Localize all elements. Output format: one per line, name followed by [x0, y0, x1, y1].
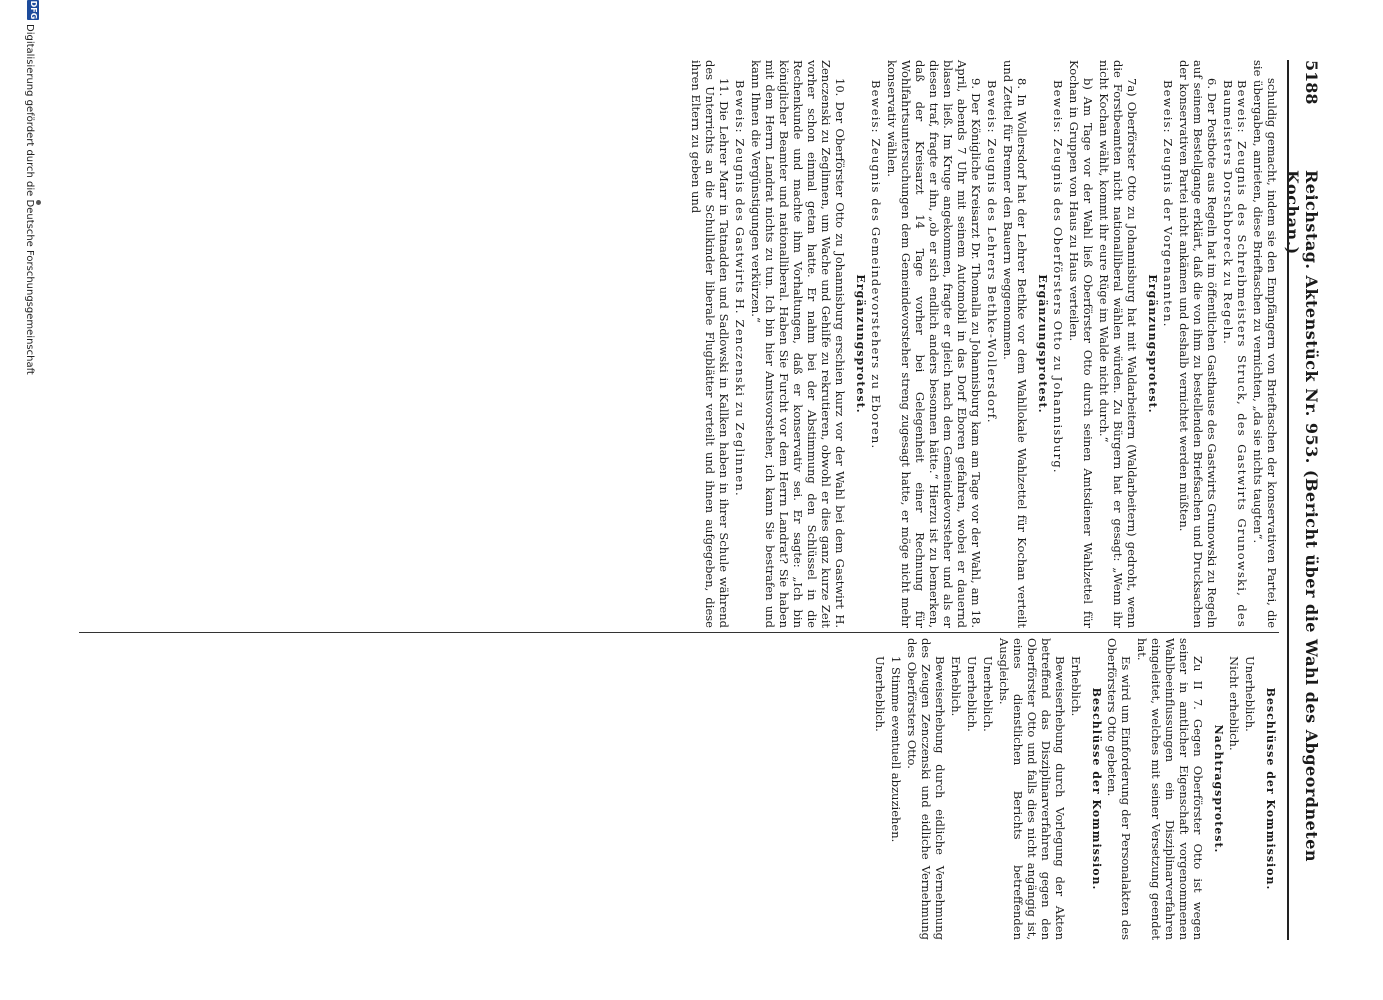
section-heading: Ergänzungsprotest.	[1036, 274, 1049, 414]
protest-paragraph: schuldig gemacht, indem sie den Empfängern von Brieftaschen der konservativen Partei, die sie übergaben, anrieten, diese Brieftaschen zu vernichten, „da sie nichts taugten“.	[1251, 60, 1279, 628]
right-column-heading: Beschlüsse der Kommission.	[1264, 687, 1277, 891]
protest-paragraph: 6. Der Postbote aus Regeln hat im öffentlichen Gasthause des Gastwirts Grunowski zu Regeln auf seinem Bestellgange erklärt, daß die von ihm zu bestellenden Briefsachen und Drucksachen der konservativen Partei nicht ankämen und deshalb vernichtet werden müßten.	[1177, 60, 1219, 628]
evidence-line: Beweis: Zeugnis des Schreibmeisters Struck, des Gastwirts Grunowski, des Baumeisters Dorschboreck zu Regeln.	[1221, 80, 1249, 628]
protest-paragraph: 8. In Wollersdorf hat der Lehrer Bethke vor dem Wahllokale Wahlzettel für Kochan verteilt und Zettel für Brenner den Bauern weggenommen.	[1001, 60, 1029, 628]
evidence-line: Beweis: Zeugnis des Gastwirts H. Zenczenski zu Zeglinnen.	[733, 80, 747, 497]
right-column-body	[873, 638, 1257, 940]
right-column-commission-decisions	[79, 638, 1279, 940]
evidence-line: Beweis: Zeugnis des Lehrers Bethke-Wollersdorf.	[985, 80, 999, 424]
digitization-footer	[19, 0, 39, 1000]
column-divider	[79, 632, 1279, 633]
page-header	[1283, 60, 1325, 940]
evidence-line: Beweis: Zeugnis der Vorgenannten.	[1161, 80, 1175, 328]
commission-decision: Nicht erheblich.	[1227, 656, 1241, 751]
header-rule	[1287, 60, 1289, 940]
protest-paragraph: 7a) Oberförster Otto zu Johannisburg hat mit Waldarbeitern (Waldarbeitern) gedroht, wenn die Forstbeamten nicht nationalliberal wählen würden. Zu Bürgern hat er gesagt: „Wenn ihr nicht Kochan wählt, kommt ihr eure Rüge im Walde nicht durch.“	[1097, 60, 1139, 628]
commission-decision: Unerheblich.	[981, 656, 995, 732]
evidence-line: Beweis: Zeugnis des Gemeindevorstehers zu Eboren.	[869, 80, 883, 450]
protest-paragraph: 10. Der Oberförster Otto zu Johannisburg erschien kurz vor der Wahl bei dem Gastwirt H. Zenczenski zu Zeglinnen, um Wache und Gehilfe zu rekrutieren, obwohl er dies ganz kurze Zeit vorher schon einmal getan hatte. Er nahm bei der Abstimmung den Schlüssel in die Rechenkunde und machte ihm Vorhaltungen, daß er konservativ sei. Er sagte: „Ich bin königlicher Beamter und nationalliberal. Haben Sie Furcht vor dem Herrn Landrat? Sie haben mit dem Herrn Landrat nichts zu tun. Ich bin hier Amtsvorsteher, ich kann Sie bestrafen und kann Ihnen die Vergünstigungen verkürzen.“	[749, 60, 847, 628]
digitization-note: Digitalisierung gefördert durch die Deutsche Forschungsgemeinschaft	[24, 24, 35, 375]
right-section-heading: Beschlüsse der Kommission.	[1090, 687, 1103, 891]
commission-decision: Erheblich.	[1069, 656, 1083, 717]
commission-decision: Beweiserhebung durch eidliche Vernehmung des Zeugen Zenczenski und eidliche Vernehmung des Oberförsters Otto.	[905, 638, 947, 940]
page-content	[55, 60, 1325, 940]
commission-decision: 1 Stimme eventuell abzuziehen.	[889, 656, 903, 843]
commission-decision: Beweiserhebung durch Vorlegung der Akten betreffend das Disziplinarverfahren gegen den Oberförster Otto und falls dies nicht angängig ist, eines dienstlichen Berichts betreffenden Ausgleichs.	[997, 638, 1067, 940]
commission-decision: Es wird um Einforderung der Personalakten des Oberförsters Otto gebeten.	[1105, 638, 1133, 940]
dfg-logo: DFG	[29, 0, 38, 20]
section-heading: Ergänzungsprotest.	[1146, 274, 1159, 414]
left-column-protest-text	[79, 60, 1279, 628]
text-columns	[79, 60, 1279, 940]
commission-decision: Erheblich.	[949, 656, 963, 717]
evidence-line: Beweis: Zeugnis des Oberförsters Otto zu Johannisburg.	[1051, 80, 1065, 474]
commission-decision: Unerheblich.	[965, 656, 979, 732]
page-number: 5188	[1302, 60, 1321, 105]
commission-decision: Unerheblich.	[1243, 656, 1257, 732]
commission-decision: Zu II 7. Gegen Oberförster Otto ist wegen seiner in amtlicher Eigenschaft vorgenommenen Wahlbeeinflussungen ein Disziplinarverfahren eingeleitet, welches mit seiner Versetzung geendet hat.	[1135, 638, 1205, 940]
protest-paragraph: 11. Die Lehrer Marr in Tatnadden und Sadlowski in Kallken haben in ihrer Schule während des Unterrichts an die Schulkinder liberale Flugblätter verteilt und ihnen aufgegeben, diese ihren Eltern zu geben und	[689, 60, 731, 628]
commission-decision: Unerheblich.	[873, 656, 887, 732]
section-heading: Ergänzungsprotest.	[854, 274, 867, 414]
right-section-heading: Nachtragsprotest.	[1212, 724, 1225, 854]
protest-paragraph: b) Am Tage vor der Wahl ließ Oberförster Otto durch seinen Amtsdiener Wahlzettel für Kochan in Gruppen von Haus zu Haus verteilen.	[1067, 60, 1095, 628]
protest-paragraph: 9. Der Königliche Kreisarzt Dr. Thomalla zu Johannisburg kam am Tage vor der Wahl, am 18. April, abends 7 Uhr mit seinem Automobil in das Dorf Eboren gefahren, wobei er dauernd blasen ließ. Im Kruge angekommen, fragte er gleich nach dem Gemeindevorsteher und als er diesen traf, fragte er ihn, „ob er sich endlich anders besonnen hätte.“ Hierzu ist zu bemerken, daß der Kreisarzt 14 Tage vorher bei Gelegenheit einer Rechnung für Wohlfahrtsuntersuchungen dem Gemeindevorsteher streng zugesagt hatte, er möge nicht mehr konservativ wählen.	[885, 60, 983, 628]
page-title: Reichstag. Aktenstück Nr. 953. (Bericht über die Wahl des Abgeordneten Kochan.)	[1283, 170, 1321, 862]
